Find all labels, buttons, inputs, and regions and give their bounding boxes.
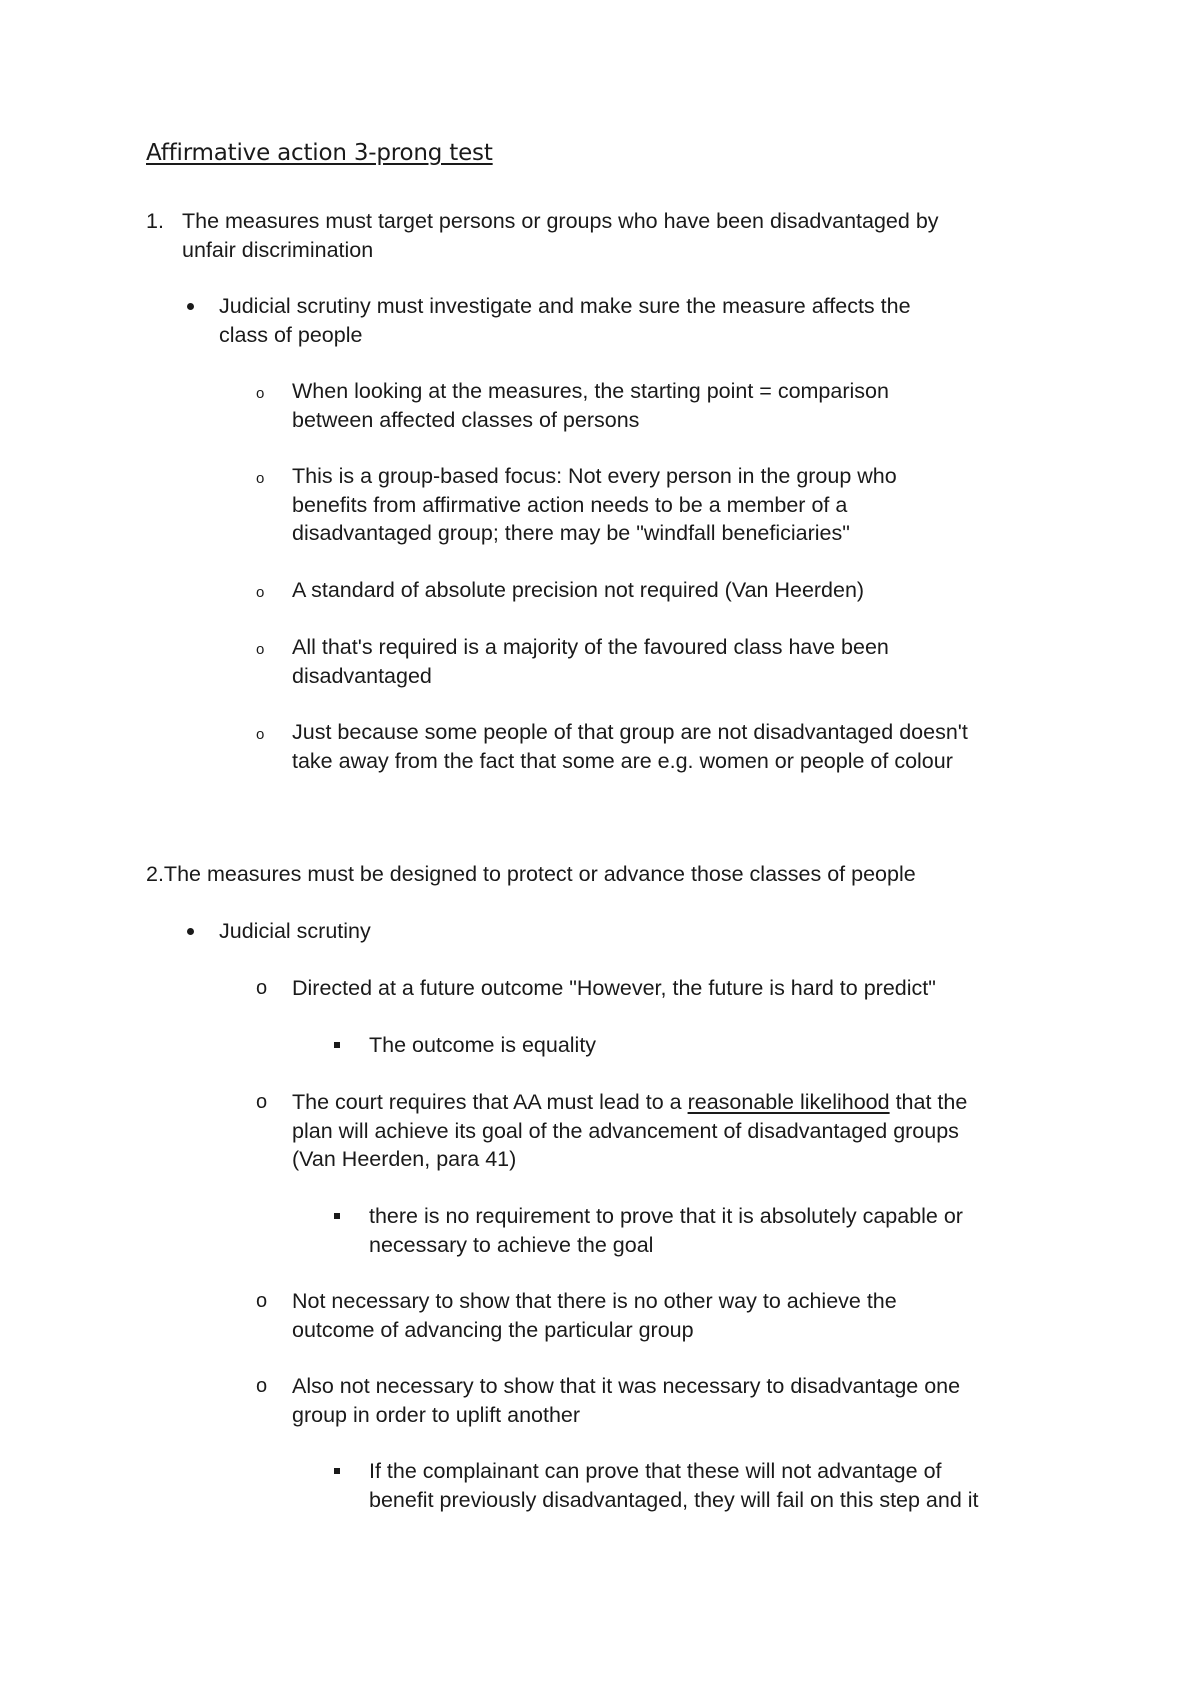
- text-line: When looking at the measures, the starting point = comparison: [292, 379, 889, 403]
- bullet-dot-icon: [187, 928, 194, 935]
- text-segment: The court requires that AA must lead to a: [292, 1090, 688, 1114]
- text-line: disadvantaged group; there may be "windfall beneficiaries": [292, 521, 850, 545]
- text-line: 2.The measures must be designed to protect or advance those classes of people: [146, 862, 916, 886]
- text-line: [292, 1088, 967, 1117]
- text-line: (Van Heerden, para 41): [292, 1147, 517, 1171]
- item-number: 1.: [146, 209, 164, 233]
- text-line: Judicial scrutiny: [219, 919, 371, 943]
- text-line: disadvantaged: [292, 663, 432, 688]
- text-line: benefit previously disadvantaged, they will fail on this step and it: [369, 1487, 979, 1512]
- text-segment: that the: [889, 1090, 968, 1114]
- circle-bullet-icon: o: [256, 726, 265, 743]
- circle-bullet-icon: o: [256, 385, 265, 402]
- text-line: unfair discrimination: [182, 237, 374, 262]
- text-line: Directed at a future outcome "However, the future is hard to predict": [292, 976, 936, 1000]
- text-line: The outcome is equality: [369, 1033, 597, 1057]
- text-line: Just because some people of that group are not disadvantaged doesn't: [292, 720, 968, 744]
- underlined-phrase: reasonable likelihood: [687, 1090, 890, 1114]
- text-line: Not necessary to show that there is no other way to achieve the: [292, 1289, 897, 1313]
- text-line: group in order to uplift another: [292, 1402, 581, 1427]
- text-line: This is a group-based focus: Not every person in the group who: [292, 464, 897, 488]
- text-line: necessary to achieve the goal: [369, 1232, 654, 1257]
- text-line: Judicial scrutiny must investigate and make sure the measure affects the: [219, 294, 911, 318]
- text-line: plan will achieve its goal of the advancement of disadvantaged groups: [292, 1118, 959, 1143]
- circle-bullet-icon: o: [256, 584, 265, 601]
- text-line: The measures must target persons or groups who have been disadvantaged by: [182, 209, 939, 233]
- circle-bullet-icon: o: [256, 470, 265, 487]
- circle-bullet-icon: o: [256, 641, 265, 658]
- circle-bullet-icon: o: [256, 977, 268, 999]
- text-line: outcome of advancing the particular group: [292, 1317, 694, 1342]
- text-line: All that's required is a majority of the favoured class have been: [292, 635, 889, 659]
- square-bullet-icon: [334, 1468, 340, 1474]
- text-line: If the complainant can prove that these will not advantage of: [369, 1459, 942, 1483]
- text-line: benefits from affirmative action needs to be a member of a: [292, 492, 848, 517]
- bullet-dot-icon: [187, 303, 194, 310]
- text-line: there is no requirement to prove that it is absolutely capable or: [369, 1204, 963, 1228]
- text-line: between affected classes of persons: [292, 407, 640, 432]
- text-line: Also not necessary to show that it was necessary to disadvantage one: [292, 1374, 961, 1398]
- square-bullet-icon: [334, 1042, 340, 1048]
- circle-bullet-icon: o: [256, 1375, 268, 1397]
- circle-bullet-icon: o: [256, 1290, 268, 1312]
- text-line: A standard of absolute precision not required (Van Heerden): [292, 578, 865, 602]
- document-title: Affirmative action 3-prong test: [146, 140, 493, 166]
- text-line: take away from the fact that some are e.g. women or people of colour: [292, 748, 953, 773]
- text-line: class of people: [219, 322, 363, 347]
- square-bullet-icon: [334, 1213, 340, 1219]
- circle-bullet-icon: o: [256, 1091, 268, 1113]
